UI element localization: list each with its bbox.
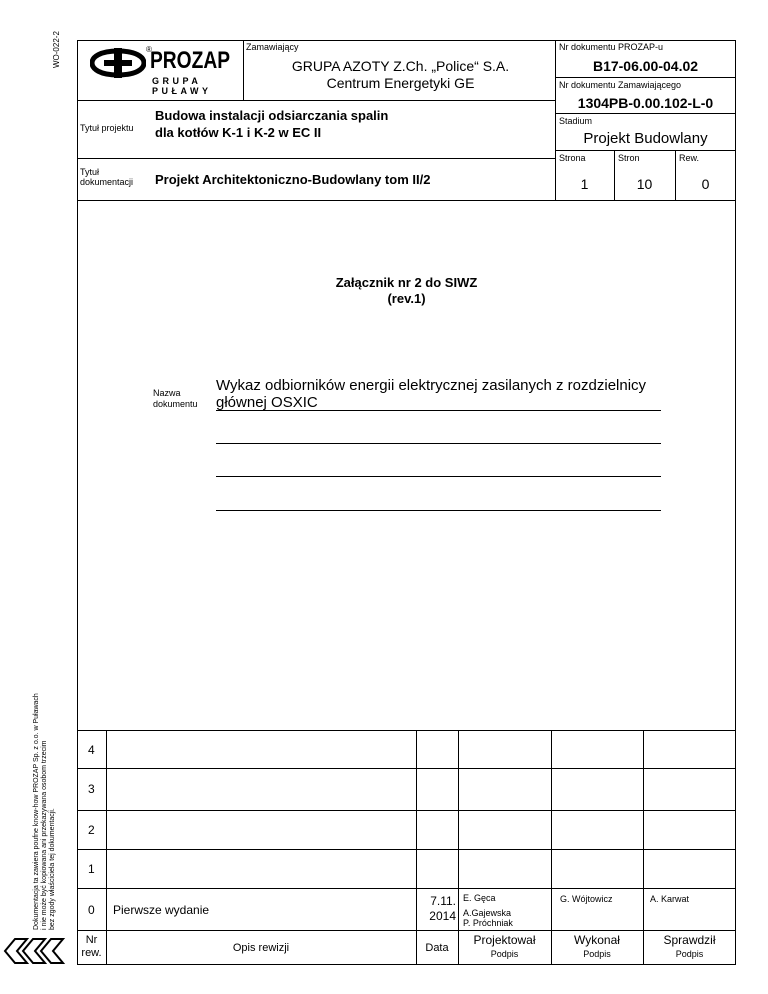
stage-value: Projekt Budowlany: [583, 130, 708, 147]
rev-value: 0: [701, 176, 710, 192]
footer-date: Data: [425, 942, 449, 954]
project-title-line1: Budowa instalacji odsiarczania spalin: [155, 108, 389, 123]
rev-row-4-nr: 4: [88, 743, 95, 757]
prozap-doc-label: Nr dokumentu PROZAP-u: [559, 42, 664, 52]
rev-row-0-nr: 0: [88, 903, 95, 917]
rev-row-0-desc: Pierwsze wydanie: [113, 903, 210, 917]
rev-row-0-executed: G. Wójtowicz: [560, 894, 613, 904]
client-doc-label: Nr dokumentu Zamawiającego: [559, 80, 682, 90]
footer-designed-sign: Podpis: [490, 949, 519, 959]
prozap-logo: [90, 45, 240, 96]
client-name: GRUPA AZOTY Z.Ch. „Police“ S.A.: [291, 58, 510, 74]
rev-row-3-nr: 3: [88, 782, 95, 796]
footer-desc: Opis rewizji: [232, 942, 290, 954]
document-name-line1: Wykaz odbiorników energii elektrycznej zasilanych z rozdzielnicy: [216, 377, 647, 394]
attachment-revision: (rev.1): [387, 291, 426, 306]
logo-name: PROZAP: [150, 47, 231, 74]
footer-executed-sign: Podpis: [583, 949, 611, 959]
doc-name-label: Nazwa dokumentu: [153, 388, 198, 409]
form-code: WO-022-2: [52, 31, 61, 68]
project-title-line2: dla kotłów K-1 i K-2 w EC II: [155, 125, 322, 140]
footer-checked: Sprawdził: [663, 933, 716, 947]
stage-label: Stadium: [559, 116, 593, 126]
attachment-title: Załącznik nr 2 do SIWZ: [335, 275, 478, 290]
footer-nr-rev: Nr rew.: [81, 934, 102, 959]
client-unit: Centrum Energetyki GE: [326, 75, 475, 91]
footer-checked-sign: Podpis: [675, 949, 704, 959]
rev-row-0-designed: E. Gęca A.Gajewska P. Próchniak: [463, 893, 513, 928]
rev-row-0-date: 7.11. 2014: [429, 894, 456, 923]
rev-row-1-nr: 1: [88, 862, 95, 876]
logo-sub: GRUPA PUŁAWY: [152, 76, 212, 96]
document-name-line2: głównej OSXIC: [216, 394, 318, 411]
rev-row-2-nr: 2: [88, 823, 95, 837]
client-label: Zamawiający: [246, 42, 299, 52]
footer-designed: Projektował: [473, 933, 536, 947]
doc-title-label: Tytuł dokumentacji: [80, 167, 134, 187]
pages-label: Stron: [618, 153, 640, 163]
page-label: Strona: [559, 153, 586, 163]
client-doc-number: 1304PB-0.00.102-L-0: [577, 95, 714, 111]
footer-executed: Wykonał: [574, 933, 620, 947]
prozap-mini-logo-icon: [3, 935, 73, 967]
rev-row-0-checked: A. Karwat: [650, 894, 690, 904]
logo-reg-mark: ®: [146, 45, 152, 54]
prozap-logo-icon: [90, 48, 146, 78]
pages-value: 10: [636, 176, 653, 192]
page-value: 1: [580, 176, 589, 192]
confidentiality-note: Dokumentacja ta zawiera poufne know-how PROZAP Sp. z o.o. w Puławach i nie może być kopiowana ani przekazywana osobom trzecim bez zgody właściciela tej dokumentacji.: [33, 693, 56, 930]
documentation-title: Projekt Architektoniczno-Budowlany tom II/2: [155, 172, 431, 187]
prozap-doc-number: B17-06.00-04.02: [592, 58, 699, 74]
project-title-label: Tytuł projektu: [80, 123, 134, 133]
rev-label: Rew.: [679, 153, 700, 163]
